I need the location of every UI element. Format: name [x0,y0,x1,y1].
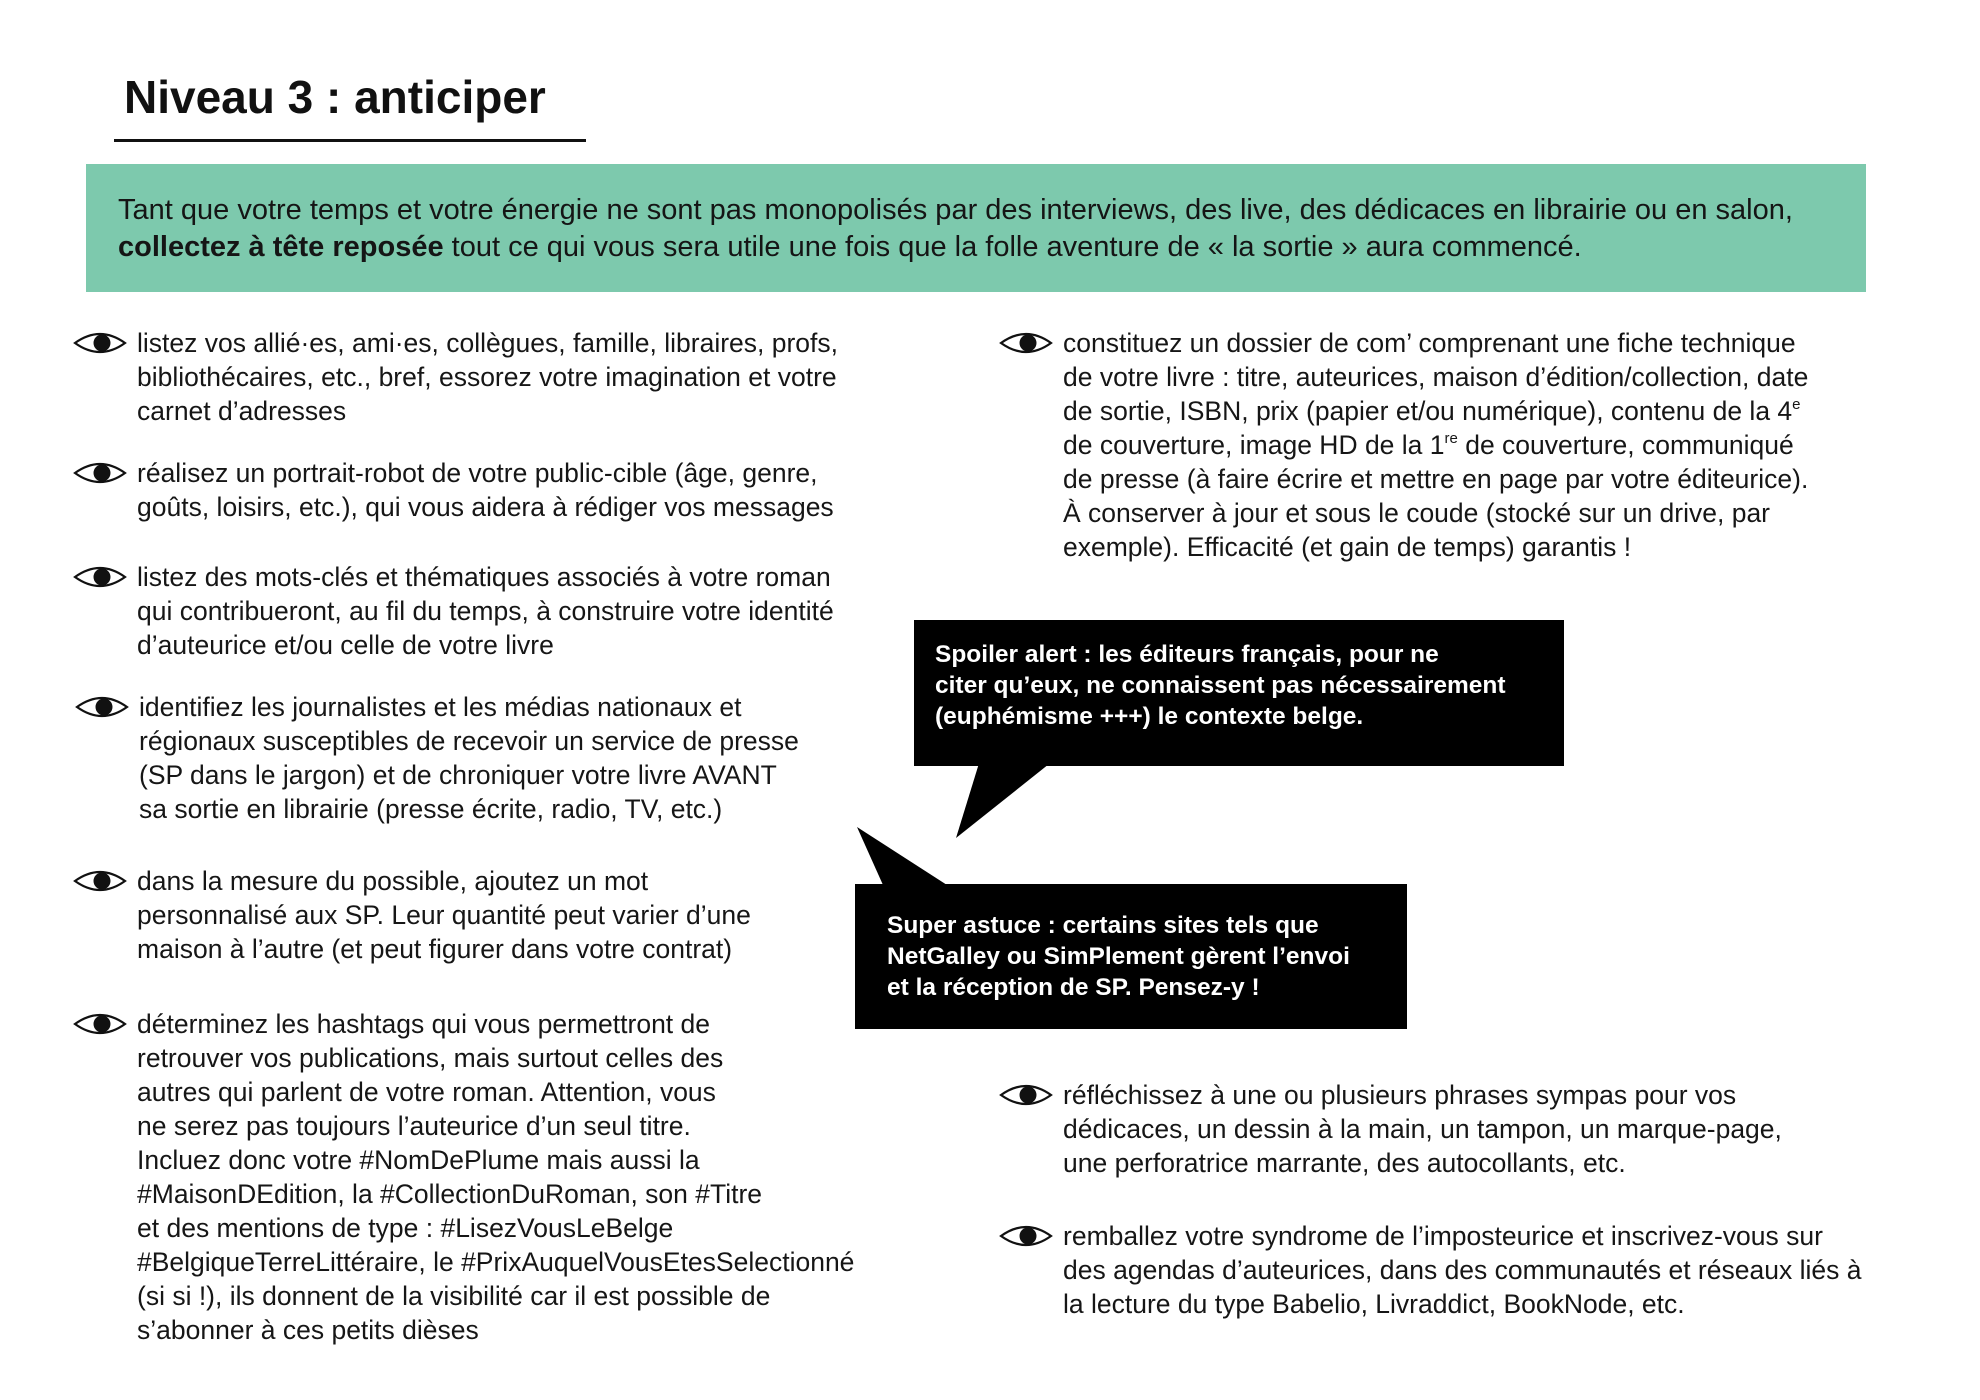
list-item [137,864,751,966]
list-item [1063,326,1808,564]
eye-icon [73,329,127,357]
list-item [137,326,838,428]
list-item-text: identifiez les journalistes et les médias nationaux et régionaux susceptibles de recevoir un service de presse (SP dans le jargon) et de chroniquer votre livre AVANT sa sortie en librairie (presse écrite, radio, TV, etc.) [139,692,799,824]
list-item-text: listez des mots-clés et thématiques associés à votre roman qui contribueront, au fil du temps, à construire votre identité d’auteurice et/ou celle de votre livre [137,562,834,660]
list-item-text: déterminez les hashtags qui vous permettront de retrouver vos publications, mais surtout celles des autres qui parlent de votre roman. Attention, vous ne serez pas toujours l’auteurice d’un seul titre. Incluez donc votre #NomDePlume mais aussi la #MaisonDEdition, la #CollectionDuRoman, son #Titre et des mentions de type : #LisezVousLeBelge #BelgiqueTerreLittéraire, le #PrixAuquelVousEtesSelectionné (si si !), ils donnent de la visibilité car il est possible de s’abonner à ces petits dièses [137,1009,855,1345]
eye-icon [999,1081,1053,1109]
spoiler-bubble: Spoiler alert : les éditeurs français, pour ne citer qu’eux, ne connaissent pas nécessairement (euphémisme +++) le contexte belge. [914,620,1564,766]
list-item [1063,1078,1782,1180]
list-item-text: réalisez un portrait-robot de votre public-cible (âge, genre, goûts, loisirs, etc.), qui vous aidera à rédiger vos messages [137,458,834,522]
eye-icon [999,1222,1053,1250]
eye-icon [73,459,127,487]
page-title: Niveau 3 : anticiper [124,71,546,123]
eye-icon [999,329,1053,357]
spoiler-bubble-tail [950,760,1060,840]
eye-icon [75,693,129,721]
intro-text-start: Tant que votre temps et votre énergie ne sont pas monopolisés par des interviews, des live, des dédicaces en librairie ou en salon, [118,194,1793,226]
list-item [1063,1219,1861,1321]
intro-text-end: tout ce qui vous sera utile une fois que la folle aventure de « la sortie » aura commencé. [443,231,1582,263]
eye-icon [73,867,127,895]
list-item [137,456,834,524]
astuce-bubble: Super astuce : certains sites tels que NetGalley ou SimPlement gèrent l’envoi et la réception de SP. Pensez-y ! [855,884,1407,1029]
astuce-bubble-tail [855,825,965,889]
list-item-text: listez vos allié·es, ami·es, collègues, famille, libraires, profs, bibliothécaires, etc., bref, essorez votre imagination et votre carnet d’adresses [137,328,839,426]
list-item-text: réfléchissez à une ou plusieurs phrases sympas pour vos dédicaces, un dessin à la main, un tampon, un marque-page, une perforatrice marrante, des autocollants, etc. [1063,1080,1782,1178]
eye-icon [73,563,127,591]
list-item [137,1007,854,1347]
list-item-text: constituez un dossier de com’ comprenant une fiche technique de votre livre : titre, auteurices, maison d’édition/collection, date de sortie, ISBN, prix (papier et/ou numérique), contenu de la 4e de couverture, image HD de la 1re de couverture, communiqué de presse (à faire écrire et mettre en page par votre éditeurice). À conserver à jour et sous le coude (stocké sur un drive, par exemple). Efficacité (et gain de temps) garantis ! [1063,328,1809,562]
list-item-text: dans la mesure du possible, ajoutez un mot personnalisé aux SP. Leur quantité peut varier d’une maison à l’autre (et peut figurer dans votre contrat) [137,866,751,964]
intro-banner [86,164,1866,292]
title-underline [114,139,586,142]
list-item-text: remballez votre syndrome de l’imposteurice et inscrivez-vous sur des agendas d’auteurices, dans des communautés et réseaux liés à la lecture du type Babelio, Livraddict, BookNode, etc. [1063,1221,1862,1319]
intro-text-bold: collectez à tête reposée [118,231,444,263]
list-item [139,690,799,826]
list-item [137,560,834,662]
eye-icon [73,1010,127,1038]
